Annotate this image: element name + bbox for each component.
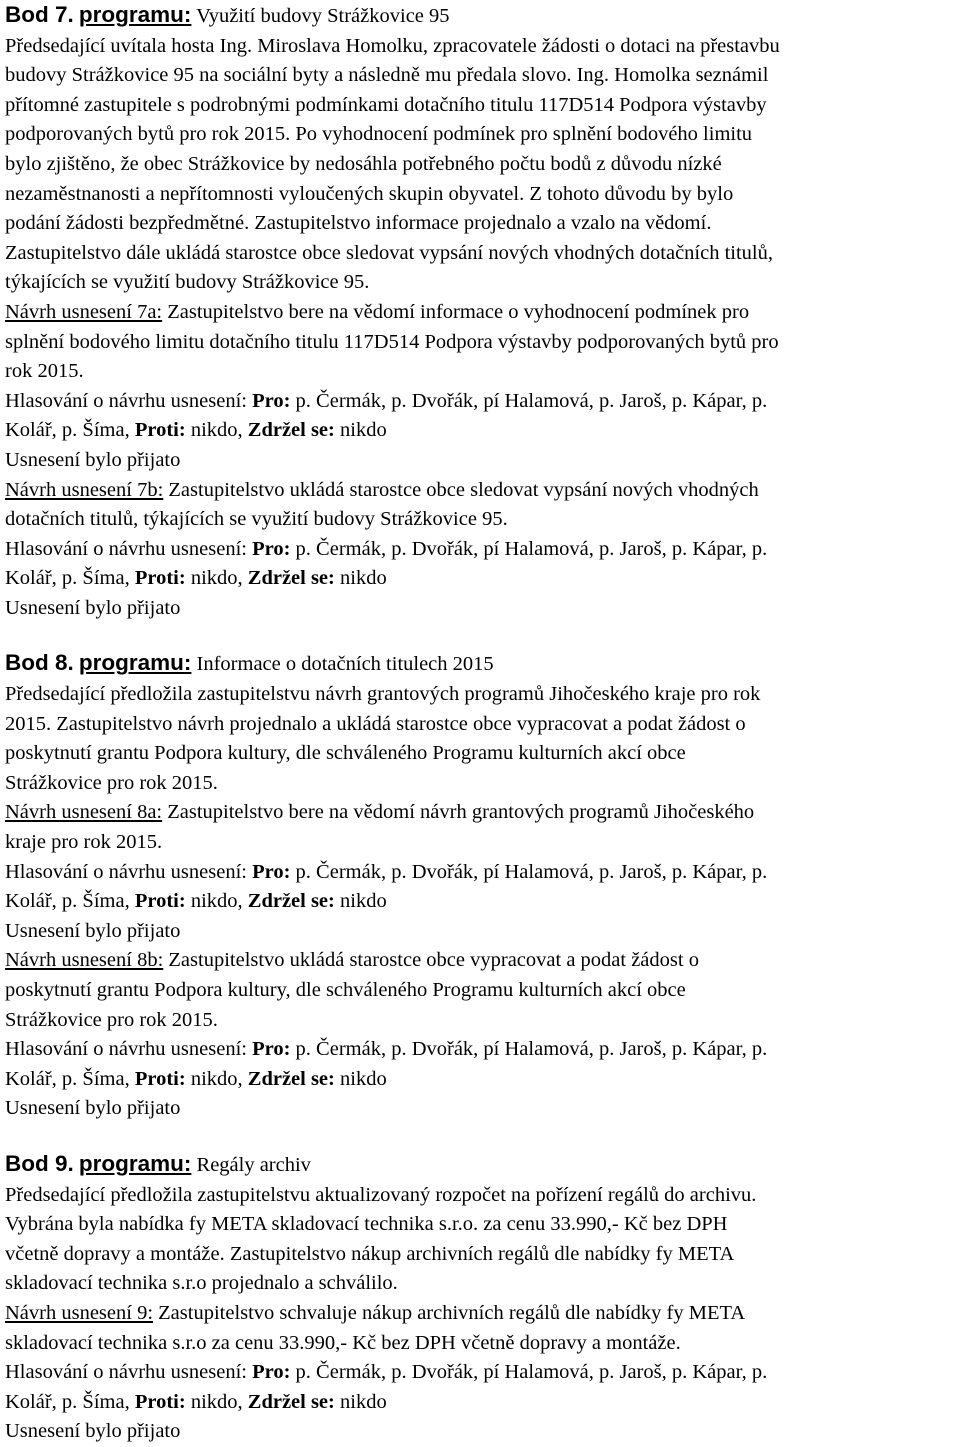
resolution-7b (5, 476, 955, 506)
vote-pro-names: p. Čermák, p. Dvořák, pí Halamová, p. Jaroš, p. Kápar, p. (290, 389, 768, 412)
section-program-label: programu: (78, 1150, 192, 1176)
paragraph-line: podání žádosti bezpředmětné. Zastupitelstvo informace projednalo a vzalo na vědomí. (5, 212, 712, 235)
vote-pro-names: Kolář, p. Šíma, (5, 1390, 135, 1413)
vote-pro-names: p. Čermák, p. Dvořák, pí Halamová, p. Jaroš, p. Kápar, p. (290, 1361, 768, 1384)
section-heading-bod8 (5, 648, 955, 680)
paragraph-line: přítomné zastupitele s podrobnými podmínkami dotačního titulu 117D514 Podpora výstavby (5, 93, 767, 116)
vote-proti-value: nikdo, (185, 1390, 248, 1413)
vote-pro-names: p. Čermák, p. Dvořák, pí Halamová, p. Jaroš, p. Kápar, p. (290, 1038, 768, 1061)
resolution-text: Zastupitelstvo schvaluje nákup archivních regálů dle nabídky fy META (153, 1301, 746, 1324)
paragraph-line: podporovaných bytů pro rok 2015. Po vyhodnocení podmínek pro splnění bodového limitu (5, 123, 753, 146)
vote-proti-label: Proti: (134, 890, 186, 913)
vote-pro-names: Kolář, p. Šíma, (5, 567, 135, 590)
vote-zdrzel-value: nikdo (334, 1390, 387, 1413)
vote-zdrzel-value: nikdo (334, 567, 387, 590)
paragraph-line: Strážkovice pro rok 2015. (5, 1008, 218, 1031)
vote-line (5, 1065, 955, 1095)
vote-intro: Hlasování o návrhu usnesení: (5, 1361, 253, 1384)
paragraph-line: Zastupitelstvo dále ukládá starostce obce sledovat vypsání nových vhodných dotačních titulů, (5, 241, 773, 264)
paragraph-line: skladovací technika s.r.o za cenu 33.990,- Kč bez DPH včetně dopravy a montáže. (5, 1331, 681, 1354)
paragraph-line: týkajících se využití budovy Strážkovice 95. (5, 271, 370, 294)
vote-zdrzel-value: nikdo (334, 1067, 387, 1090)
vote-pro-label: Pro: (252, 1361, 291, 1384)
vote-zdrzel-label: Zdržel se: (247, 890, 335, 913)
section-title: Informace o dotačních titulech 2015 (196, 653, 494, 676)
paragraph-line: Strážkovice pro rok 2015. (5, 771, 218, 794)
resolution-7a (5, 298, 955, 328)
vote-proti-label: Proti: (134, 1390, 186, 1413)
vote-result: Usnesení bylo přijato (5, 1420, 181, 1443)
vote-pro-label: Pro: (252, 389, 291, 412)
resolution-text: Zastupitelstvo bere na vědomí informace o vyhodnocení podmínek pro (162, 300, 750, 323)
resolution-label: Návrh usnesení 7b: (5, 478, 164, 501)
section-title: Regály archiv (196, 1153, 311, 1176)
paragraph-line: 2015. Zastupitelstvo návrh projednalo a ukládá starostce obce vypracovat a podat žádost o (5, 712, 746, 735)
paragraph-line: bylo zjištěno, že obec Strážkovice by nedosáhla potřebného počtu bodů z důvodu nízké (5, 152, 722, 175)
vote-line (5, 1035, 955, 1065)
section-heading-bod9 (5, 1149, 955, 1181)
vote-pro-label: Pro: (252, 537, 291, 560)
resolution-text: Zastupitelstvo ukládá starostce obce vypracovat a podat žádost o (163, 949, 699, 972)
section-number: Bod 7. (5, 2, 74, 27)
vote-line (5, 416, 955, 446)
resolution-label: Návrh usnesení 9: (5, 1301, 154, 1324)
resolution-label: Návrh usnesení 8a: (5, 801, 163, 824)
vote-zdrzel-value: nikdo (334, 890, 387, 913)
vote-proti-value: nikdo, (185, 419, 248, 442)
vote-zdrzel-value: nikdo (334, 419, 387, 442)
vote-zdrzel-label: Zdržel se: (247, 1390, 335, 1413)
resolution-label: Návrh usnesení 8b: (5, 949, 164, 972)
vote-pro-label: Pro: (252, 860, 291, 883)
paragraph-line: kraje pro rok 2015. (5, 831, 163, 854)
paragraph-line: Předsedající předložila zastupitelstvu návrh grantových programů Jihočeského kraje pro rok (5, 683, 761, 706)
vote-zdrzel-label: Zdržel se: (247, 1067, 335, 1090)
resolution-label: Návrh usnesení 7a: (5, 300, 163, 323)
resolution-text: Zastupitelstvo ukládá starostce obce sledovat vypsání nových vhodných (163, 478, 759, 501)
paragraph-line: nezaměstnanosti a nepřítomnosti vyloučených skupin obyvatel. Z tohoto důvodu by bylo (5, 182, 734, 205)
section-program-label: programu: (78, 2, 192, 27)
resolution-text: Zastupitelstvo bere na vědomí návrh grantových programů Jihočeského (162, 801, 755, 824)
vote-line (5, 1358, 955, 1388)
paragraph-line: skladovací technika s.r.o projednalo a schválilo. (5, 1272, 398, 1295)
vote-proti-value: nikdo, (185, 567, 248, 590)
vote-pro-names: Kolář, p. Šíma, (5, 419, 135, 442)
resolution-8a (5, 798, 955, 828)
resolution-9 (5, 1299, 955, 1329)
vote-pro-label: Pro: (252, 1038, 291, 1061)
vote-proti-label: Proti: (134, 419, 186, 442)
vote-proti-value: nikdo, (185, 890, 248, 913)
section-heading-bod7 (5, 0, 955, 32)
vote-result: Usnesení bylo přijato (5, 919, 181, 942)
paragraph-line: poskytnutí grantu Podpora kultury, dle schváleného Programu kulturních akcí obce (5, 742, 686, 765)
section-number: Bod 9. (5, 1150, 74, 1176)
vote-pro-names: Kolář, p. Šíma, (5, 890, 135, 913)
paragraph-line: rok 2015. (5, 360, 84, 383)
vote-line (5, 535, 955, 565)
section-spacer (5, 623, 955, 648)
vote-proti-label: Proti: (134, 567, 186, 590)
paragraph-line: dotačních titulů, týkajících se využití budovy Strážkovice 95. (5, 508, 508, 531)
vote-line (5, 564, 955, 594)
section-title: Využití budovy Strážkovice 95 (196, 5, 450, 27)
vote-result: Usnesení bylo přijato (5, 596, 181, 619)
paragraph-line: Předsedající uvítala hosta Ing. Miroslava Homolku, zpracovatele žádosti o dotaci na přestavbu (5, 34, 780, 57)
vote-pro-names: p. Čermák, p. Dvořák, pí Halamová, p. Jaroš, p. Kápar, p. (290, 537, 768, 560)
vote-intro: Hlasování o návrhu usnesení: (5, 537, 253, 560)
section-program-label: programu: (78, 650, 192, 676)
paragraph-line: budovy Strážkovice 95 na sociální byty a následně mu předala slovo. Ing. Homolka seznámil (5, 64, 769, 87)
section-spacer (5, 1124, 955, 1149)
vote-result: Usnesení bylo přijato (5, 448, 181, 471)
vote-zdrzel-label: Zdržel se: (247, 567, 335, 590)
vote-intro: Hlasování o návrhu usnesení: (5, 1038, 253, 1061)
vote-line (5, 887, 955, 917)
vote-line (5, 1388, 955, 1418)
vote-pro-names: p. Čermák, p. Dvořák, pí Halamová, p. Jaroš, p. Kápar, p. (290, 860, 768, 883)
vote-proti-value: nikdo, (185, 1067, 248, 1090)
paragraph-line: Předsedající předložila zastupitelstvu aktualizovaný rozpočet na pořízení regálů do archivu. (5, 1183, 757, 1206)
paragraph-line: poskytnutí grantu Podpora kultury, dle schváleného Programu kulturních akcí obce (5, 979, 686, 1001)
vote-proti-label: Proti: (134, 1067, 186, 1090)
vote-zdrzel-label: Zdržel se: (247, 419, 335, 442)
resolution-8b (5, 946, 955, 976)
vote-line (5, 387, 955, 417)
vote-line (5, 858, 955, 888)
vote-intro: Hlasování o návrhu usnesení: (5, 389, 253, 412)
vote-intro: Hlasování o návrhu usnesení: (5, 860, 253, 883)
paragraph-line: včetně dopravy a montáže. Zastupitelstvo nákup archivních regálů dle nabídky fy META (5, 1242, 735, 1265)
paragraph-line: Vybrána byla nabídka fy META skladovací technika s.r.o. za cenu 33.990,- Kč bez DPH (5, 1213, 728, 1236)
vote-pro-names: Kolář, p. Šíma, (5, 1067, 135, 1090)
vote-result: Usnesení bylo přijato (5, 1097, 181, 1120)
section-number: Bod 8. (5, 650, 74, 676)
paragraph-line: splnění bodového limitu dotačního titulu 117D514 Podpora výstavby podporovaných bytů pro (5, 330, 779, 353)
